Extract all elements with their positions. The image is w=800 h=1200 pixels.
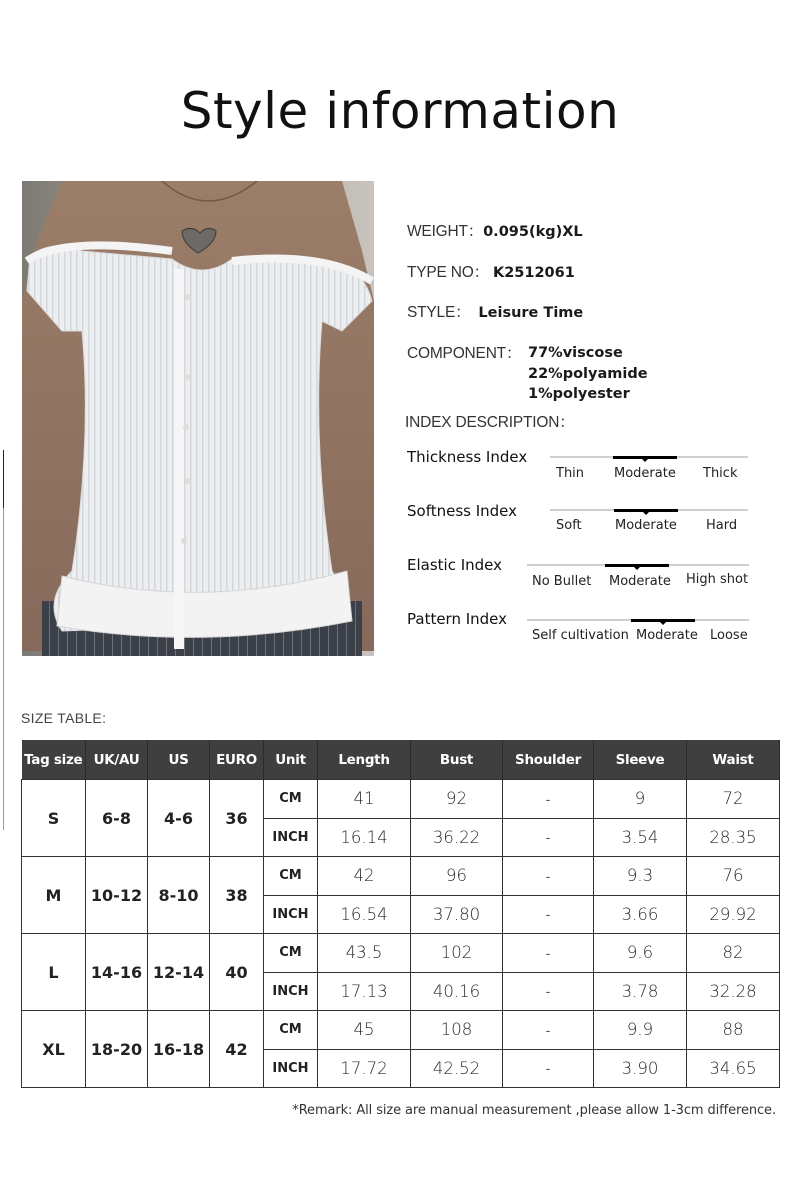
length-cell: 45	[318, 1011, 411, 1050]
euro-cell: 38	[210, 857, 264, 934]
bust-cell: 92	[411, 780, 503, 819]
waist-cell: 34.65	[687, 1049, 780, 1088]
thickness-index-marker	[613, 456, 677, 459]
euro-cell: 42	[210, 1011, 264, 1088]
us-cell: 4-6	[148, 780, 210, 857]
header-tag-size: Tag size	[22, 740, 86, 780]
pattern-option: Loose	[710, 628, 748, 643]
shoulder-cell: -	[503, 857, 594, 896]
weight-value: 0.095(kg)XL	[483, 224, 583, 240]
bust-cell: 42.52	[411, 1049, 503, 1088]
unit-cell: INCH	[264, 818, 318, 857]
index-description-label: INDEX DESCRIPTION：	[405, 414, 575, 431]
table-row	[22, 780, 780, 819]
bust-cell: 96	[411, 857, 503, 896]
length-cell: 16.54	[318, 895, 411, 934]
pattern-option: Self cultivation	[532, 628, 629, 643]
euro-cell: 36	[210, 780, 264, 857]
elastic-option: High shot	[686, 572, 749, 587]
softness-index-scale	[550, 509, 748, 511]
style-value: Leisure Time	[478, 305, 584, 321]
sleeve-cell: 9.9	[594, 1011, 687, 1050]
elastic-option-selected: Moderate	[609, 574, 671, 589]
unit-cell: CM	[264, 780, 318, 819]
component-values	[528, 343, 648, 405]
size-table	[21, 740, 780, 1088]
shoulder-cell: -	[503, 934, 594, 973]
uk-au-cell: 10-12	[86, 857, 148, 934]
length-cell: 17.72	[318, 1049, 411, 1088]
header-length: Length	[318, 740, 411, 780]
elastic-index-scale	[527, 564, 749, 566]
elastic-index-marker	[605, 564, 669, 567]
sleeve-cell: 9.6	[594, 934, 687, 973]
us-cell: 16-18	[148, 1011, 210, 1088]
shoulder-cell: -	[503, 1049, 594, 1088]
bust-cell: 37.80	[411, 895, 503, 934]
pattern-option-selected: Moderate	[636, 628, 698, 643]
weight-row	[407, 219, 583, 241]
pattern-index-scale	[527, 619, 749, 621]
page-title: Style information	[180, 82, 620, 140]
waist-cell: 28.35	[687, 818, 780, 857]
product-photo-illustration	[22, 181, 374, 656]
size-table-title: SIZE TABLE:	[21, 710, 107, 726]
uk-au-cell: 14-16	[86, 934, 148, 1011]
weight-label: WEIGHT：	[407, 223, 484, 240]
shoulder-cell: -	[503, 972, 594, 1011]
softness-index-marker	[614, 509, 678, 512]
softness-option-selected: Moderate	[615, 518, 677, 533]
component-value: 22%polyamide	[528, 365, 648, 382]
bust-cell: 40.16	[411, 972, 503, 1011]
type-no-value: K2512061	[492, 265, 575, 281]
header-us: US	[148, 740, 210, 780]
thickness-option: Thin	[556, 466, 585, 481]
bust-cell: 102	[411, 934, 503, 973]
sleeve-cell: 3.66	[594, 895, 687, 934]
sleeve-cell: 9	[594, 780, 687, 819]
euro-cell: 40	[210, 934, 264, 1011]
header-shoulder: Shoulder	[503, 740, 594, 780]
shoulder-cell: -	[503, 818, 594, 857]
bust-cell: 36.22	[411, 818, 503, 857]
unit-cell: INCH	[264, 1049, 318, 1088]
style-row	[407, 300, 583, 322]
unit-cell: INCH	[264, 895, 318, 934]
pattern-index-label: Pattern Index	[407, 610, 508, 628]
sleeve-cell: 3.90	[594, 1049, 687, 1088]
pattern-index-marker	[631, 619, 695, 622]
softness-option: Soft	[556, 518, 582, 533]
style-label: STYLE：	[407, 304, 471, 321]
tag-size-cell: M	[22, 857, 86, 934]
length-cell: 16.14	[318, 818, 411, 857]
component-label: COMPONENT：	[407, 345, 522, 362]
unit-cell: CM	[264, 857, 318, 896]
header-uk-au: UK/AU	[86, 740, 148, 780]
unit-cell: CM	[264, 934, 318, 973]
table-row	[22, 1011, 780, 1050]
length-cell: 41	[318, 780, 411, 819]
unit-cell: CM	[264, 1011, 318, 1050]
header-unit: Unit	[264, 740, 318, 780]
sleeve-cell: 3.54	[594, 818, 687, 857]
edge-divider-line	[3, 450, 4, 830]
softness-option: Hard	[706, 518, 738, 533]
table-row	[22, 934, 780, 973]
component-value: 77%viscose	[528, 345, 623, 361]
shoulder-cell: -	[503, 895, 594, 934]
size-table-header	[22, 740, 780, 780]
size-remark: *Remark: All size are manual measurement ,please allow 1-3cm difference.	[292, 1103, 776, 1118]
type-no-label: TYPE NO：	[407, 264, 489, 281]
tag-size-cell: XL	[22, 1011, 86, 1088]
uk-au-cell: 6-8	[86, 780, 148, 857]
waist-cell: 82	[687, 934, 780, 973]
table-row	[22, 857, 780, 896]
index-description-row	[405, 410, 575, 432]
waist-cell: 32.28	[687, 972, 780, 1011]
length-cell: 43.5	[318, 934, 411, 973]
product-photo	[22, 181, 374, 656]
bust-cell: 108	[411, 1011, 503, 1050]
component-row	[407, 341, 521, 363]
waist-cell: 72	[687, 780, 780, 819]
header-waist: Waist	[687, 740, 780, 780]
unit-cell: INCH	[264, 972, 318, 1011]
header-euro: EURO	[210, 740, 264, 780]
length-cell: 42	[318, 857, 411, 896]
softness-index-label: Softness Index	[407, 502, 518, 520]
waist-cell: 88	[687, 1011, 780, 1050]
uk-au-cell: 18-20	[86, 1011, 148, 1088]
tag-size-cell: L	[22, 934, 86, 1011]
thickness-index-scale	[550, 456, 748, 458]
elastic-index-label: Elastic Index	[407, 556, 503, 574]
tag-size-cell: S	[22, 780, 86, 857]
waist-cell: 29.92	[687, 895, 780, 934]
us-cell: 8-10	[148, 857, 210, 934]
thickness-option-selected: Moderate	[614, 466, 676, 481]
waist-cell: 76	[687, 857, 780, 896]
sleeve-cell: 9.3	[594, 857, 687, 896]
shoulder-cell: -	[503, 780, 594, 819]
length-cell: 17.13	[318, 972, 411, 1011]
elastic-option: No Bullet	[532, 574, 592, 589]
us-cell: 12-14	[148, 934, 210, 1011]
shoulder-cell: -	[503, 1011, 594, 1050]
thickness-option: Thick	[703, 466, 738, 481]
header-sleeve: Sleeve	[594, 740, 687, 780]
component-value: 1%polyester	[528, 386, 630, 402]
header-bust: Bust	[411, 740, 503, 780]
sleeve-cell: 3.78	[594, 972, 687, 1011]
thickness-index-label: Thickness Index	[407, 448, 528, 466]
type-no-row	[407, 260, 575, 282]
